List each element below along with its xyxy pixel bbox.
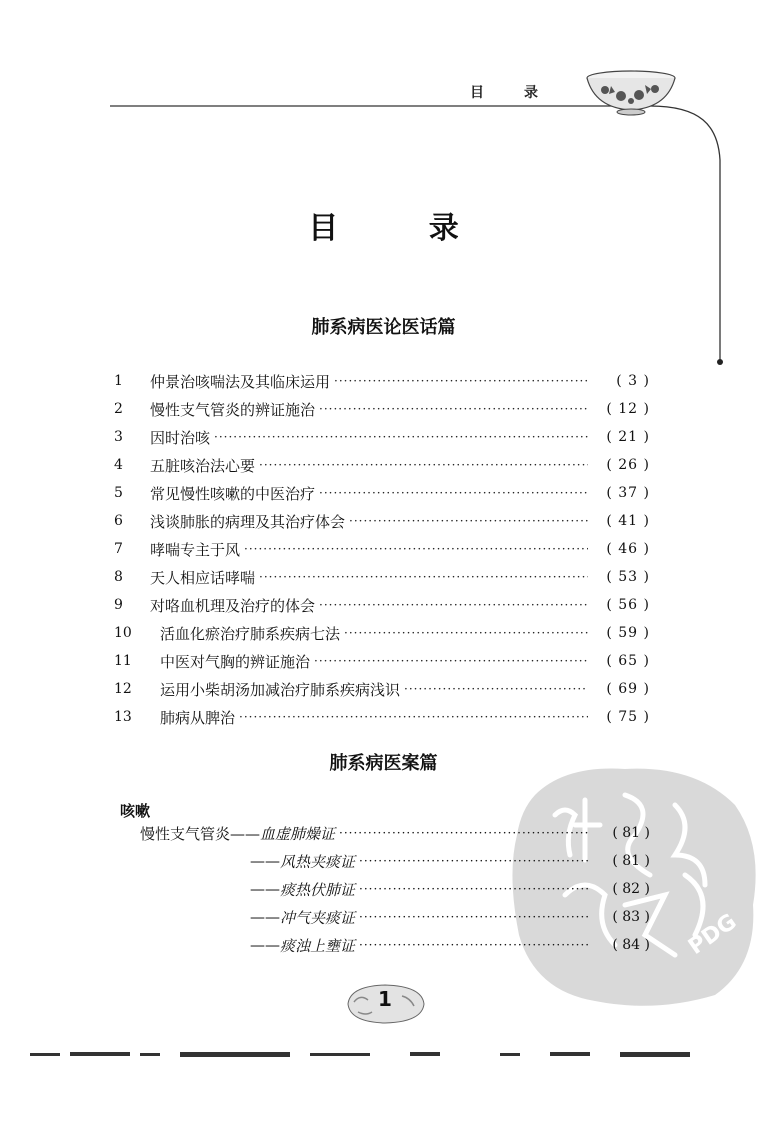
porcelain-bowl-icon [585,70,677,116]
toc-entry-page: ( 21 ) [606,429,650,445]
leader-dots [319,402,588,416]
toc-entry-page: ( 26 ) [606,457,650,473]
case-entry-page: ( 81 ) [612,853,650,869]
case-entry-page: ( 84 ) [612,937,650,953]
leader-dots [334,374,588,388]
case-entry[interactable] [250,933,650,957]
case-entry-title: 血虚肺燥证 [260,824,336,843]
leader-dots [359,910,588,924]
toc-entry-title: 天人相应话哮喘 [150,568,256,587]
case-entry-lead: —— [250,936,280,954]
leader-dots [359,938,588,952]
toc-entry-number: 6 [114,513,123,529]
case-entry-lead: —— [250,852,280,870]
toc-entry-number: 7 [114,541,123,557]
case-entry-page: ( 82 ) [612,881,650,897]
toc-entry-page: ( 65 ) [606,653,650,669]
leader-dots [319,598,588,612]
toc-entry[interactable] [110,705,650,729]
toc-entry-page: ( 75 ) [606,709,650,725]
toc-entry-page: ( 53 ) [606,569,650,585]
leader-dots [404,682,588,696]
toc-entry-number: 9 [114,597,123,613]
case-entry[interactable] [250,877,650,901]
case-entry-lead: 慢性支气管炎—— [140,824,261,843]
case-entry-page: ( 81 ) [612,825,650,841]
toc-entry-title: 常见慢性咳嗽的中医治疗 [150,484,316,503]
page-number: 1 [378,987,392,1011]
toc-entry[interactable] [110,397,650,421]
toc-entry-title: 肺病从脾治 [160,708,236,727]
toc-entry-title: 活血化瘀治疗肺系疾病七法 [160,624,341,643]
toc-entry[interactable] [110,621,650,645]
leader-dots [344,626,588,640]
toc-entry-page: ( 46 ) [606,541,650,557]
case-entry-title: 风热夹痰证 [280,852,356,871]
section-heading-cases: 肺系病医案篇 [329,753,438,774]
toc-entry-number: 3 [114,429,123,445]
toc-entry-number: 12 [114,681,132,697]
running-head: 目录 [470,85,578,101]
toc-entry-page: ( 56 ) [606,597,650,613]
toc-entry-title: 运用小柴胡汤加减治疗肺系疾病浅识 [160,680,401,699]
case-entry-lead: —— [250,908,280,926]
toc-entry[interactable] [110,425,650,449]
toc-entry-page: ( 69 ) [606,681,650,697]
leader-dots [339,826,588,840]
toc-entry-number: 1 [114,373,123,389]
toc-entry[interactable] [110,593,650,617]
toc-entry-number: 13 [114,709,132,725]
toc-entry[interactable] [110,565,650,589]
toc-entry-number: 5 [114,485,123,501]
leader-dots [314,654,588,668]
leader-dots [259,570,588,584]
leader-dots [214,430,588,444]
toc-entry-title: 仲景治咳喘法及其临床运用 [150,372,331,391]
toc-entry[interactable] [110,509,650,533]
toc-entry[interactable] [110,453,650,477]
case-entry-title: 痰浊上壅证 [280,936,356,955]
toc-entry-page: ( 12 ) [606,401,650,417]
toc-entry-page: ( 59 ) [606,625,650,641]
toc-entry-number: 2 [114,401,123,417]
toc-entry-page: ( 37 ) [606,485,650,501]
case-entry[interactable] [250,849,650,873]
toc-entry-page: ( 41 ) [606,513,650,529]
toc-entry-title: 中医对气胸的辨证施治 [160,652,311,671]
toc-entry-title: 哮喘专主于风 [150,540,241,559]
toc-entry[interactable] [110,649,650,673]
toc-entry-number: 4 [114,457,123,473]
toc-entry-title: 五脏咳治法心要 [150,456,256,475]
case-entry-title: 痰热伏肺证 [280,880,356,899]
scan-artifact [30,1050,730,1060]
page-title: 目 录 [308,211,499,246]
case-entry-title: 冲气夹痰证 [280,908,356,927]
toc-entry[interactable] [110,481,650,505]
toc-entry-title: 浅谈肺胀的病理及其治疗体会 [150,512,346,531]
leader-dots [239,710,588,724]
toc-entry-page: ( 3 ) [616,373,650,389]
toc-entry[interactable] [110,677,650,701]
toc-entry-number: 8 [114,569,123,585]
toc-entry-title: 慢性支气管炎的辨证施治 [150,400,316,419]
toc-entry-number: 11 [114,653,132,669]
toc-entry-number: 10 [114,625,132,641]
case-entry[interactable] [250,905,650,929]
toc-entry-title: 对咯血机理及治疗的体会 [150,596,316,615]
leader-dots [359,854,588,868]
leader-dots [359,882,588,896]
case-entry-lead: —— [250,880,280,898]
toc-entry-title: 因时治咳 [150,428,211,447]
watermark-label: PDG [684,909,742,960]
leader-dots [244,542,588,556]
case-entry-page: ( 83 ) [612,909,650,925]
case-entry[interactable] [140,821,650,845]
leader-dots [259,458,588,472]
section-heading-essays: 肺系病医论医话篇 [311,317,456,338]
leader-dots [349,514,588,528]
leader-dots [319,486,588,500]
toc-entry[interactable] [110,369,650,393]
category-heading-cough: 咳嗽 [120,802,151,820]
toc-entry[interactable] [110,537,650,561]
